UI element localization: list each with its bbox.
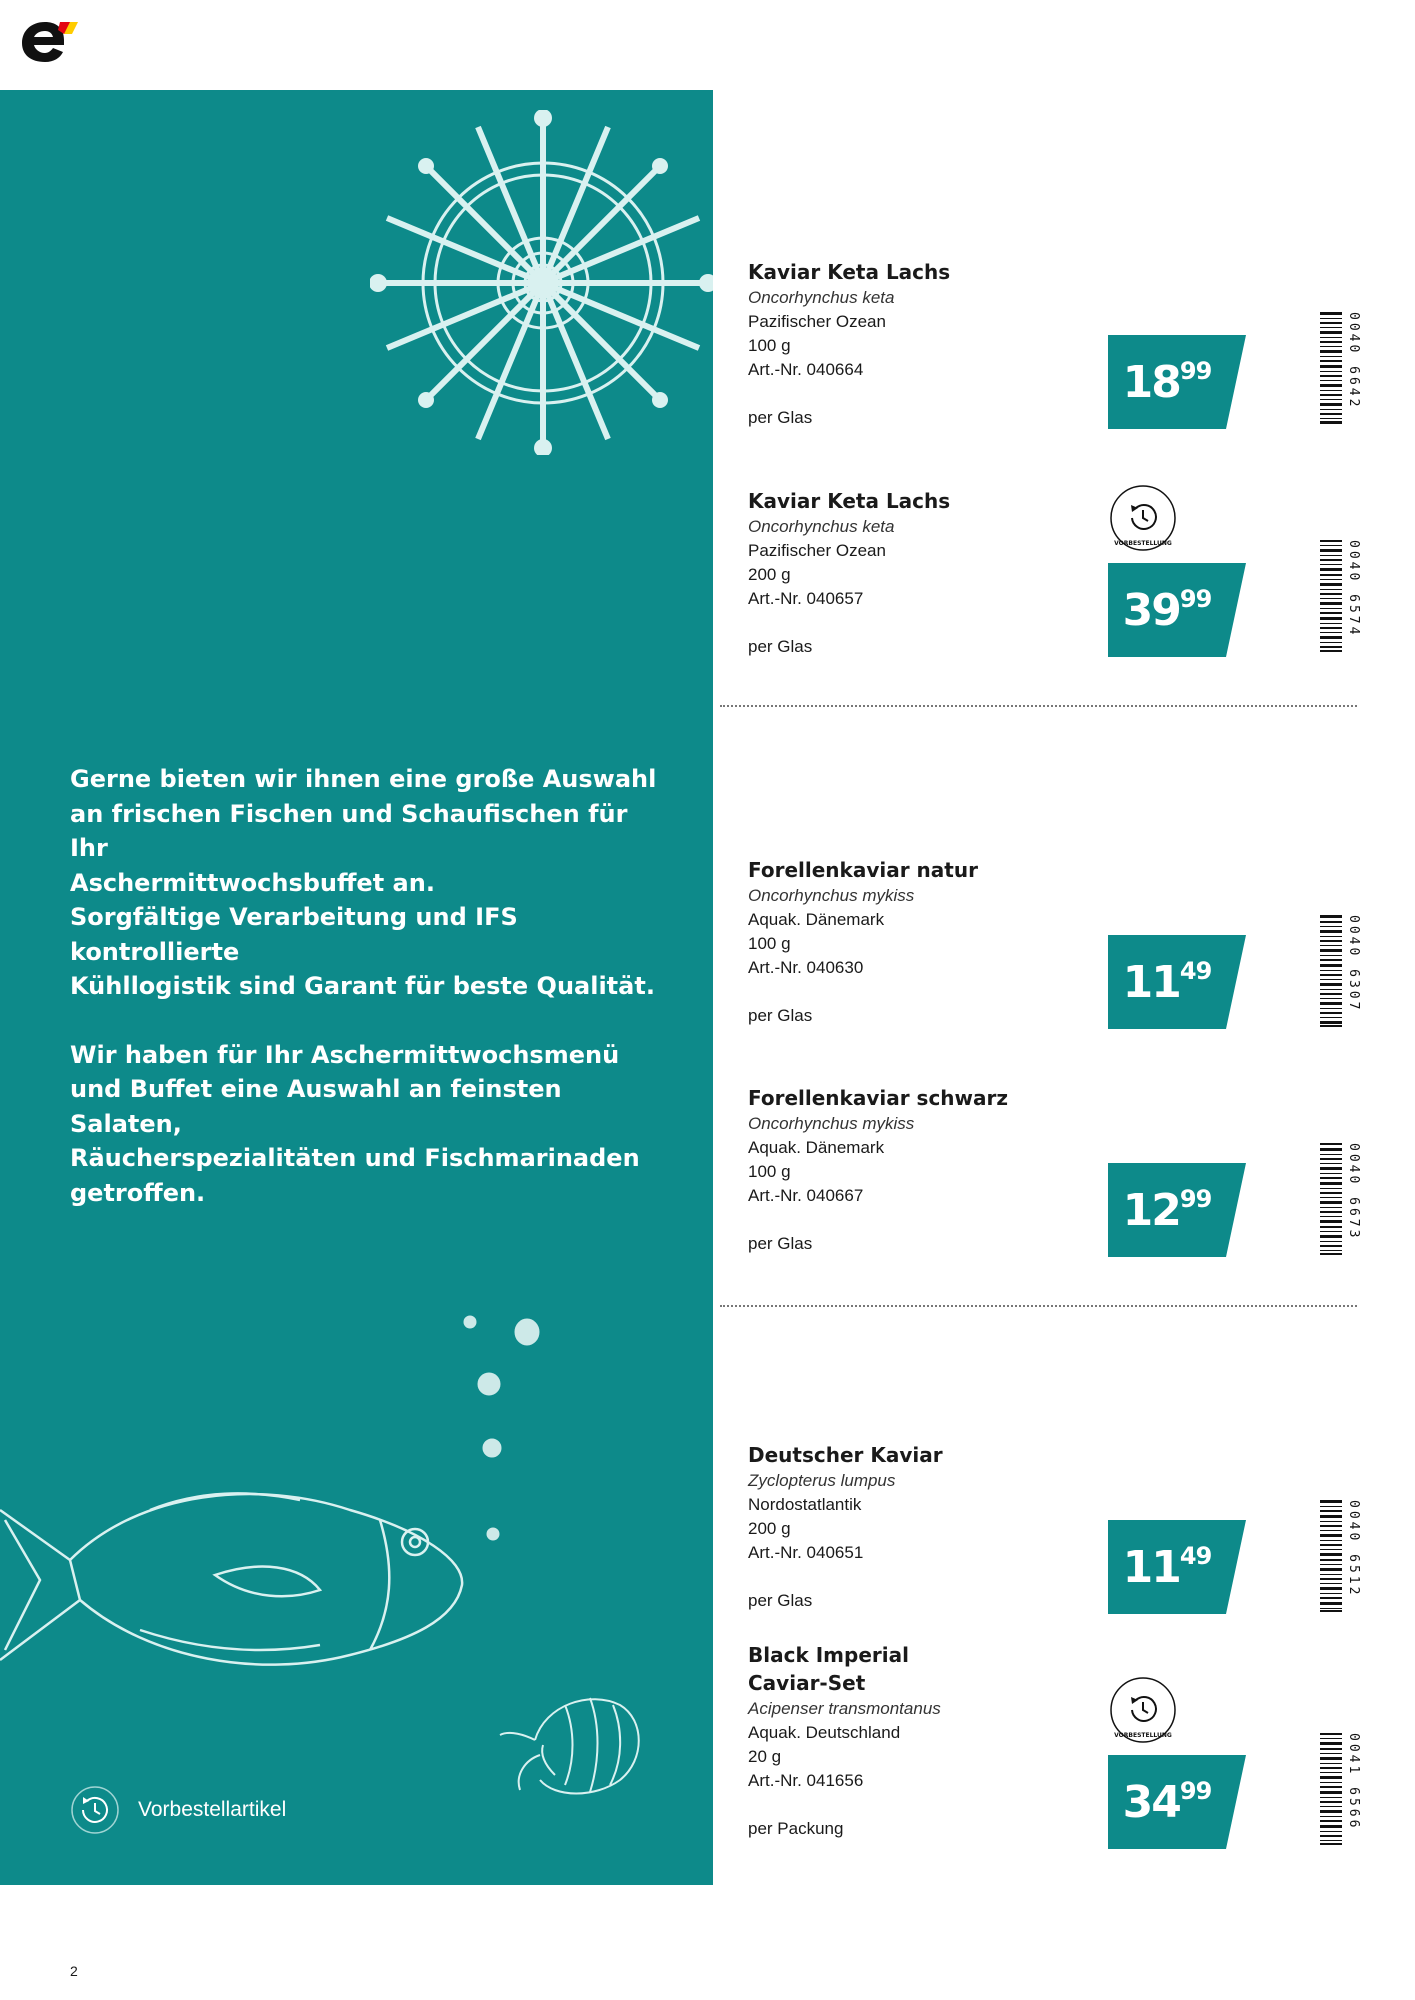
product-unit: per Glas xyxy=(748,1234,813,1253)
product-article-number: Art.-Nr. 040657 xyxy=(748,589,864,608)
price-tag xyxy=(1108,935,1246,1029)
intro-line: Räucherspezialitäten und Fischmarinaden xyxy=(70,1144,640,1172)
preorder-badge-text: VORBESTELLUNG xyxy=(1114,1732,1172,1739)
intro-line: Aschermittwochsbuffet an. xyxy=(70,868,435,897)
section-divider xyxy=(720,1305,1357,1307)
product-item xyxy=(748,1641,1388,1841)
intro-line: an frischen Fischen und Schaufischen für Ihr xyxy=(70,799,628,862)
barcode-number: 0040 6673 xyxy=(1346,1143,1361,1241)
product-latin-name: Zyclopterus lumpus xyxy=(748,1471,896,1490)
intro-line: Sorgfältige Verarbeitung und IFS kontrollierte xyxy=(70,903,518,966)
barcode xyxy=(1320,312,1360,424)
barcode xyxy=(1320,540,1360,652)
price-tag xyxy=(1108,563,1246,657)
barcode xyxy=(1320,1733,1360,1845)
product-item xyxy=(748,258,1388,430)
product-item xyxy=(748,487,1388,659)
price-tag xyxy=(1108,1163,1246,1257)
barcode-number: 0040 6512 xyxy=(1346,1500,1361,1598)
barcode-bars xyxy=(1320,540,1342,652)
barcode-bars xyxy=(1320,915,1342,1027)
price-main: 12 xyxy=(1122,1184,1180,1236)
info-panel xyxy=(0,90,713,1885)
product-item xyxy=(748,1441,1388,1613)
product-name: Black Imperial xyxy=(748,1643,909,1667)
preorder-clock-icon xyxy=(70,1785,120,1835)
product-name: Forellenkaviar schwarz xyxy=(748,1086,1009,1110)
legend xyxy=(70,1785,286,1835)
product-unit: per Glas xyxy=(748,408,813,427)
product-name: Forellenkaviar natur xyxy=(748,858,978,882)
barcode-number: 0040 6574 xyxy=(1346,540,1361,638)
price-main: 11 xyxy=(1122,956,1180,1008)
shrimp-illustration xyxy=(495,1680,655,1800)
product-latin-name: Oncorhynchus mykiss xyxy=(748,1114,915,1133)
price-cents: 99 xyxy=(1179,357,1212,385)
product-latin-name: Oncorhynchus mykiss xyxy=(748,886,915,905)
preorder-badge-text: VORBESTELLUNG xyxy=(1114,540,1172,547)
product-latin-name: Oncorhynchus keta xyxy=(748,517,895,536)
product-article-number: Art.-Nr. 040651 xyxy=(748,1543,864,1562)
price-tag xyxy=(1108,1520,1246,1614)
page-number: 2 xyxy=(70,1963,78,1979)
barcode-bars xyxy=(1320,312,1342,424)
ship-wheel-illustration xyxy=(370,110,713,455)
product-item xyxy=(748,1084,1388,1256)
price-tag xyxy=(1108,1755,1246,1849)
preorder-badge-icon xyxy=(1108,1675,1178,1745)
intro-line: Kühllogistik sind Garant für beste Qualität. xyxy=(70,972,655,1000)
intro-line: und Buffet eine Auswahl an feinsten Salaten, xyxy=(70,1075,562,1138)
barcode xyxy=(1320,1143,1360,1255)
product-weight: 100 g xyxy=(748,1162,791,1181)
product-origin: Pazifischer Ozean xyxy=(748,312,886,331)
product-origin: Aquak. Deutschland xyxy=(748,1723,901,1742)
product-latin-name: Oncorhynchus keta xyxy=(748,288,895,307)
product-origin: Nordostatlantik xyxy=(748,1495,862,1514)
product-name: Kaviar Keta Lachs xyxy=(748,260,951,284)
product-weight: 20 g xyxy=(748,1747,782,1766)
legend-label: Vorbestellartikel xyxy=(138,1798,287,1821)
barcode xyxy=(1320,1500,1360,1612)
product-weight: 200 g xyxy=(748,1519,791,1538)
product-origin: Pazifischer Ozean xyxy=(748,541,886,560)
product-name: Deutscher Kaviar xyxy=(748,1443,943,1467)
product-unit: per Glas xyxy=(748,637,813,656)
product-unit: per Glas xyxy=(748,1591,813,1610)
product-latin-name: Acipenser transmontanus xyxy=(748,1699,941,1718)
product-article-number: Art.-Nr. 041656 xyxy=(748,1771,864,1790)
price-cents: 99 xyxy=(1179,1185,1212,1213)
product-article-number: Art.-Nr. 040664 xyxy=(748,360,864,379)
price-main: 18 xyxy=(1122,356,1180,408)
intro-line: Gerne bieten wir ihnen eine große Auswahl xyxy=(70,765,657,793)
price-cents: 49 xyxy=(1179,1542,1212,1570)
price-main: 34 xyxy=(1122,1776,1180,1828)
barcode-bars xyxy=(1320,1143,1342,1255)
barcode-number: 0041 6566 xyxy=(1346,1733,1361,1831)
product-name: Kaviar Keta Lachs xyxy=(748,489,951,513)
product-weight: 100 g xyxy=(748,336,791,355)
barcode xyxy=(1320,915,1360,1027)
product-origin: Aquak. Dänemark xyxy=(748,1138,885,1157)
price-main: 39 xyxy=(1122,584,1180,636)
product-item xyxy=(748,856,1388,1028)
barcode-bars xyxy=(1320,1733,1342,1845)
product-name: Caviar-Set xyxy=(748,1671,866,1695)
brand-logo xyxy=(18,18,80,64)
product-unit: per Glas xyxy=(748,1006,813,1025)
bubbles-illustration xyxy=(455,1300,555,1560)
barcode-number: 0040 6642 xyxy=(1346,312,1361,410)
price-cents: 99 xyxy=(1179,1777,1212,1805)
barcode-bars xyxy=(1320,1500,1342,1612)
product-article-number: Art.-Nr. 040667 xyxy=(748,1186,864,1205)
product-weight: 200 g xyxy=(748,565,791,584)
price-tag xyxy=(1108,335,1246,429)
section-divider xyxy=(720,705,1357,707)
price-cents: 49 xyxy=(1179,957,1212,985)
price-cents: 99 xyxy=(1179,585,1212,613)
product-origin: Aquak. Dänemark xyxy=(748,910,885,929)
product-unit: per Packung xyxy=(748,1819,844,1838)
barcode-number: 0040 6307 xyxy=(1346,915,1361,1013)
preorder-badge-icon xyxy=(1108,483,1178,553)
product-article-number: Art.-Nr. 040630 xyxy=(748,958,864,977)
fish-illustration xyxy=(0,1450,470,1700)
intro-line: Wir haben für Ihr Aschermittwochsmenü xyxy=(70,1040,620,1069)
product-weight: 100 g xyxy=(748,934,791,953)
price-main: 11 xyxy=(1122,1541,1180,1593)
intro-line: getroffen. xyxy=(70,1178,206,1207)
intro-text xyxy=(70,762,670,1244)
